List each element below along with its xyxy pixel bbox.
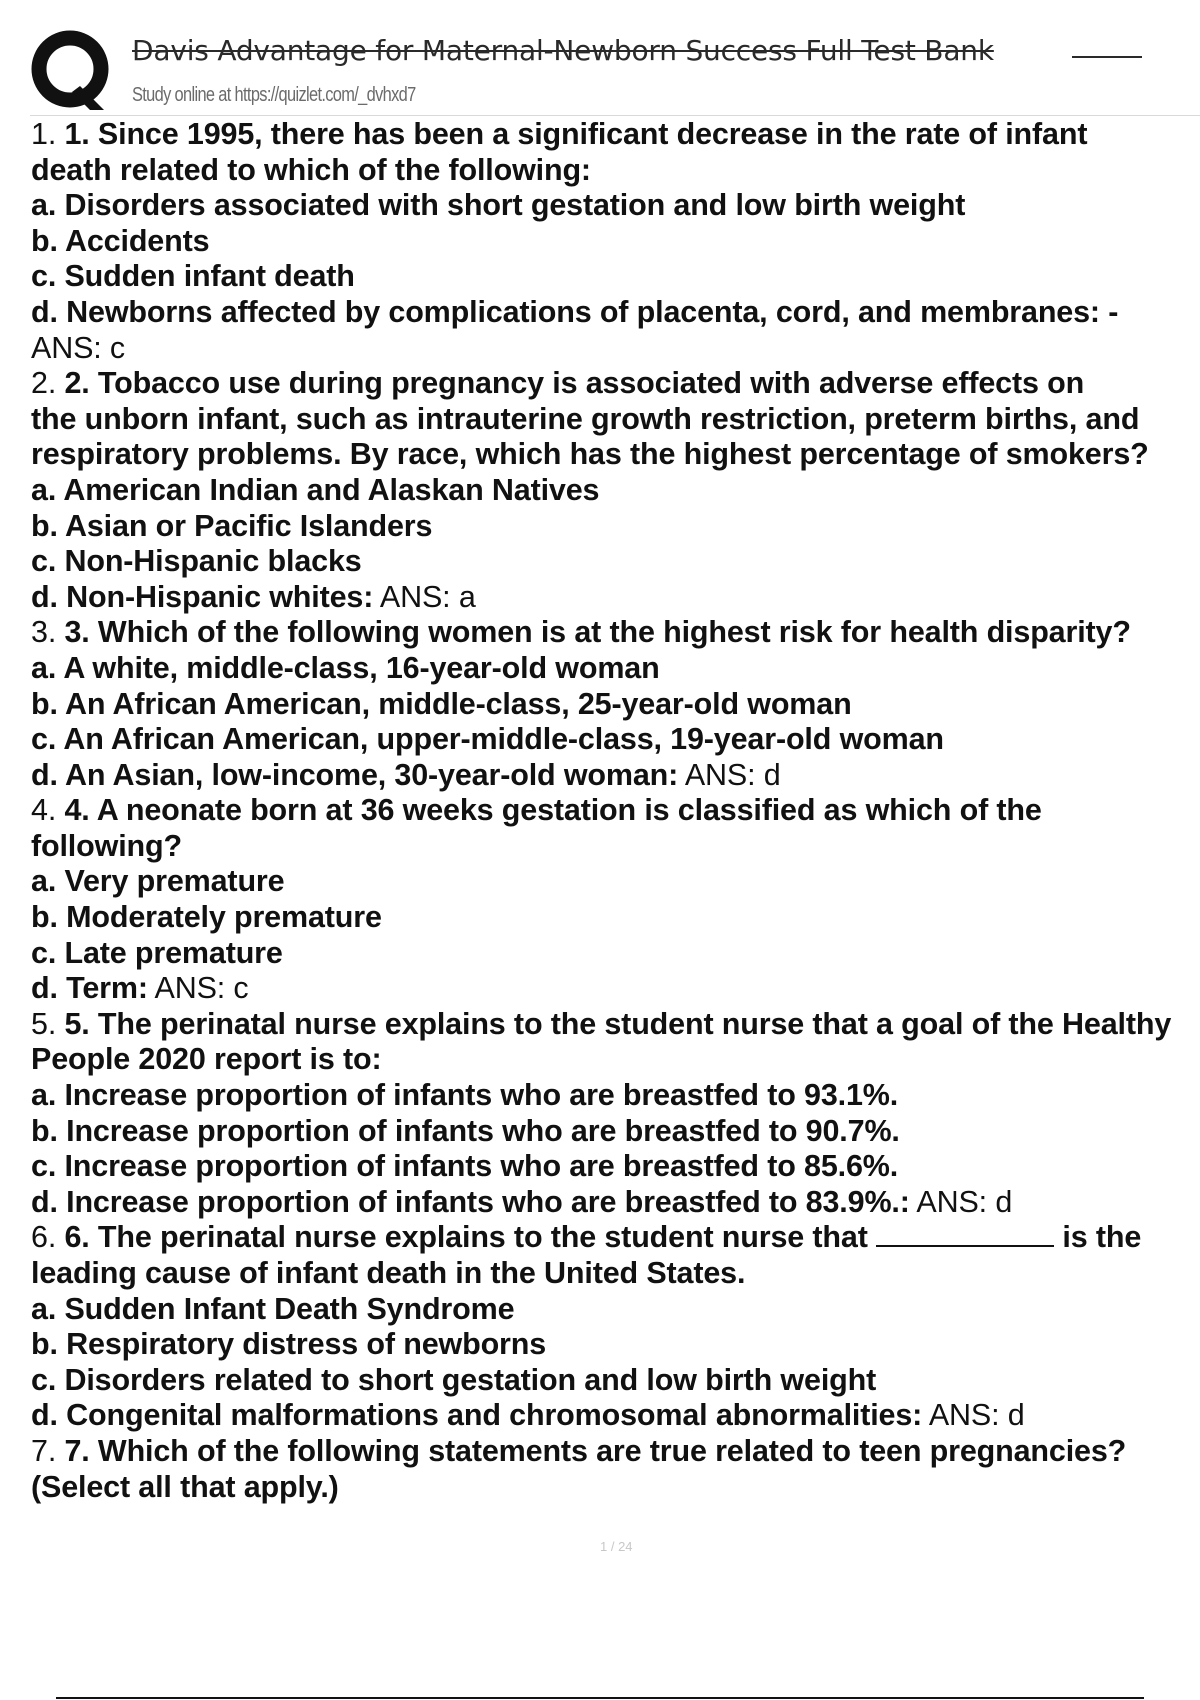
answer-option: c. Sudden infant death: [31, 259, 355, 294]
question-number: 1.: [31, 117, 57, 151]
question-1: [31, 117, 1200, 366]
question-2: [31, 366, 1200, 615]
answer-option: b. An African American, middle-class, 25-year-old woman: [31, 686, 852, 721]
answer-option: a. A white, middle-class, 16-year-old woman: [31, 650, 660, 685]
question-3: [31, 615, 1200, 793]
answer-option: d. An Asian, low-income, 30-year-old woman: ANS: d: [31, 757, 781, 792]
answer-option: d. Increase proportion of infants who are breastfed to 83.9%.: ANS: d: [31, 1184, 1013, 1219]
question-text-line: 3. 3. Which of the following women is at the highest risk for health disparity?: [31, 615, 1131, 650]
question-text-line: People 2020 report is to:: [31, 1042, 382, 1077]
answer-key: ANS: d: [916, 1184, 1013, 1219]
question-number: 6.: [31, 1220, 57, 1255]
answer-option: a. Sudden Infant Death Syndrome: [31, 1291, 515, 1326]
answer-option: a. Increase proportion of infants who are breastfed to 93.1%.: [31, 1078, 899, 1113]
answer-option: b. Respiratory distress of newborns: [31, 1327, 547, 1362]
study-online-link[interactable]: Study online at https://quizlet.com/_dvhxd7: [132, 84, 416, 106]
question-text-line: 4. 4. A neonate born at 36 weeks gestation is classified as which of the: [31, 793, 1042, 828]
question-text-line: 2. 2. Tobacco use during pregnancy is associated with adverse effects on: [31, 366, 1085, 401]
question-text-line: (Select all that apply.): [31, 1469, 339, 1504]
answer-option: d. Congenital malformations and chromosomal abnormalities: ANS: d: [31, 1398, 1025, 1433]
answer-option: d. Non-Hispanic whites: ANS: a: [31, 579, 476, 614]
question-text-line: 5. 5. The perinatal nurse explains to the student nurse that a goal of the Healthy: [31, 1006, 1172, 1041]
answer-option: d. Newborns affected by complications of placenta, cord, and membranes: -: [31, 294, 1119, 329]
question-number: 5.: [31, 1006, 57, 1041]
document-title: Davis Advantage for Maternal-Newborn Success Full Test Bank: [132, 34, 994, 67]
answer-option: b. Increase proportion of infants who are breastfed to 90.7%.: [31, 1113, 900, 1148]
question-7: [31, 1434, 1200, 1505]
answer-key: ANS: c: [154, 971, 249, 1006]
answer-option: a. Very premature: [31, 864, 285, 899]
page-header: [0, 0, 1200, 118]
answer-option: c. An African American, upper-middle-class, 19-year-old woman: [31, 722, 944, 757]
question-text-line: 1. 1. Since 1995, there has been a significant decrease in the rate of infant: [31, 117, 1088, 151]
answer-option: d. Term: ANS: c: [31, 971, 249, 1006]
answer-key: ANS: d: [684, 757, 781, 792]
question-number: 4.: [31, 793, 57, 828]
question-4: [31, 793, 1200, 1007]
question-number: 2.: [31, 366, 57, 401]
answer-option: b. Asian or Pacific Islanders: [31, 508, 433, 543]
page-number: 1 / 24: [600, 1539, 633, 1554]
question-text-line: leading cause of infant death in the United States.: [31, 1256, 746, 1290]
question-list: [31, 117, 1200, 1505]
answer-option: b. Accidents: [31, 223, 210, 258]
question-5: [31, 1007, 1200, 1221]
answer-key: ANS: a: [379, 579, 476, 614]
answer-option: c. Disorders related to short gestation and low birth weight: [31, 1362, 877, 1397]
answer-key: ANS: c: [31, 330, 126, 365]
question-text-line: death related to which of the following:: [31, 152, 591, 187]
question-6: [31, 1220, 1200, 1434]
answer-option: a. American Indian and Alaskan Natives: [31, 472, 600, 507]
footer-divider: [56, 1697, 1144, 1699]
answer-option: c. Increase proportion of infants who are breastfed to 85.6%.: [31, 1149, 899, 1184]
question-number: 7.: [31, 1433, 57, 1468]
question-text-line: the unborn infant, such as intrauterine growth restriction, preterm births, and: [31, 401, 1140, 436]
question-text-line: 6. 6. The perinatal nurse explains to the student nurse that is the: [31, 1220, 1142, 1255]
answer-option: a. Disorders associated with short gestation and low birth weight: [31, 188, 966, 223]
title-rule: [1072, 56, 1142, 58]
answer-option: c. Late premature: [31, 935, 283, 970]
answer-key: ANS: d: [928, 1398, 1025, 1433]
question-number: 3.: [31, 615, 57, 650]
answer-option: b. Moderately premature: [31, 900, 382, 935]
question-text-line: 7. 7. Which of the following statements are true related to teen pregnancies?: [31, 1433, 1127, 1468]
question-text-line: respiratory problems. By race, which has the highest percentage of smokers?: [31, 437, 1149, 472]
question-text-line: following?: [31, 828, 182, 863]
header-divider: [30, 115, 1200, 116]
fill-in-blank: [876, 1221, 1054, 1247]
answer-option: c. Non-Hispanic blacks: [31, 544, 362, 579]
quizlet-logo-icon: [30, 30, 114, 112]
